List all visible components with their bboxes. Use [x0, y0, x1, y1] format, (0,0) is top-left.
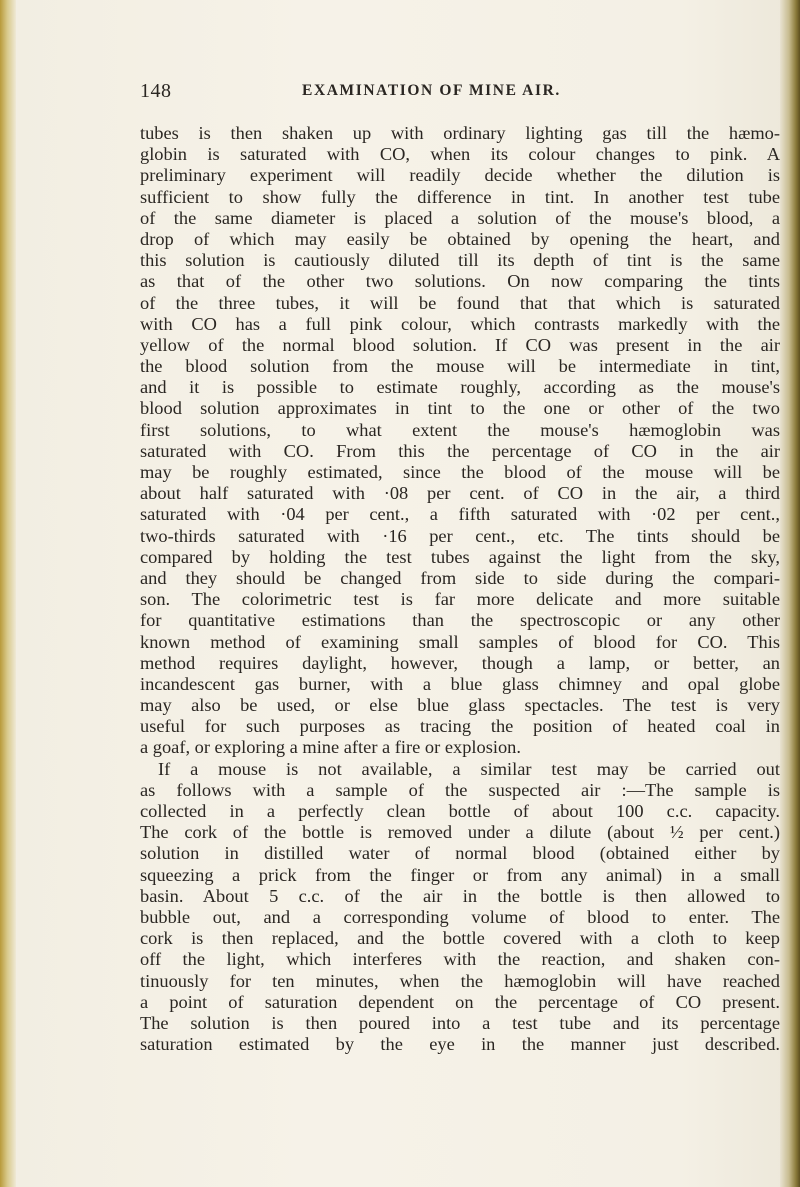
text-line: as follows with a sample of the suspected air :—The sample is	[140, 779, 780, 800]
text-line: method requires daylight, however, though a lamp, or better, an	[140, 652, 780, 673]
text-line: useful for such purposes as tracing the position of heated coal in	[140, 716, 780, 737]
text-line: the blood solution from the mouse will be intermediate in tint,	[140, 356, 780, 377]
running-title: EXAMINATION OF MINE AIR.	[302, 82, 561, 99]
text-line: as that of the other two solutions. On now comparing the tints	[140, 271, 780, 292]
text-line: saturated with ·04 per cent., a fifth saturated with ·02 per cent.,	[140, 504, 780, 525]
text-line: may be roughly estimated, since the blood of the mouse will be	[140, 462, 780, 482]
text-line: compared by holding the test tubes against the light from the sky,	[140, 546, 780, 567]
text-line: saturation estimated by the eye in the manner just described.	[140, 1034, 780, 1055]
text-line: saturated with CO. From this the percentage of CO in the air	[140, 440, 780, 461]
text-line: son. The colorimetric test is far more delicate and more suitable	[140, 589, 780, 610]
text-line: basin. About 5 c.c. of the air in the bottle is then allowed to	[140, 885, 780, 906]
text-line: this solution is cautiously diluted till its depth of tint is the same	[140, 250, 780, 271]
page-fore-edge	[780, 0, 800, 1187]
text-line: tubes is then shaken up with ordinary lighting gas till the hæmo-	[140, 123, 780, 143]
page-header	[140, 80, 780, 104]
text-line: sufficient to show fully the difference in tint. In another test tube	[140, 186, 780, 207]
page-number: 148	[140, 80, 172, 102]
text-line: globin is saturated with CO, when its colour changes to pink. A	[140, 144, 780, 165]
text-line: off the light, which interferes with the reaction, and shaken con-	[140, 949, 780, 970]
text-line: yellow of the normal blood solution. If CO was present in the air	[140, 334, 780, 355]
page-binding-edge	[0, 0, 16, 1187]
text-line: with CO has a full pink colour, which contrasts markedly with the	[140, 313, 780, 334]
text-line: bubble out, and a corresponding volume of blood to enter. The	[140, 906, 780, 927]
text-line: solution in distilled water of normal blood (obtained either by	[140, 843, 780, 864]
text-line: for quantitative estimations than the spectroscopic or any other	[140, 610, 780, 631]
text-line: The solution is then poured into a test tube and its percentage	[140, 1012, 780, 1033]
text-line: two-thirds saturated with ·16 per cent., etc. The tints should be	[140, 525, 780, 546]
text-line: of the same diameter is placed a solution of the mouse's blood, a	[140, 207, 780, 228]
text-line: tinuously for ten minutes, when the hæmoglobin will have reached	[140, 970, 780, 991]
text-line: If a mouse is not available, a similar test may be carried out	[158, 758, 780, 779]
text-line: and it is possible to estimate roughly, according as the mouse's	[140, 377, 780, 398]
text-line: a goaf, or exploring a mine after a fire or explosion.	[140, 737, 521, 758]
text-line: blood solution approximates in tint to the one or other of the two	[140, 398, 780, 419]
text-line: The cork of the bottle is removed under a dilute (about ½ per cent.)	[140, 822, 780, 843]
text-line: drop of which may easily be obtained by opening the heart, and	[140, 228, 780, 249]
text-line: collected in a perfectly clean bottle of about 100 c.c. capacity.	[140, 801, 780, 821]
text-line: first solutions, to what extent the mouse's hæmoglobin was	[140, 419, 780, 440]
text-line: about half saturated with ·08 per cent. of CO in the air, a third	[140, 483, 780, 504]
text-line: may also be used, or else blue glass spectacles. The test is very	[140, 695, 780, 716]
text-line: incandescent gas burner, with a blue glass chimney and opal globe	[140, 673, 780, 694]
body-text	[140, 123, 780, 1055]
text-line: preliminary experiment will readily decide whether the dilution is	[140, 165, 780, 186]
text-line: and they should be changed from side to side during the compari-	[140, 567, 780, 588]
text-line: of the three tubes, it will be found that that which is saturated	[140, 292, 780, 313]
text-line: squeezing a prick from the finger or from any animal) in a small	[140, 864, 780, 885]
text-line: cork is then replaced, and the bottle covered with a cloth to keep	[140, 928, 780, 949]
text-line: a point of saturation dependent on the percentage of CO present.	[140, 991, 780, 1012]
text-line: known method of examining small samples of blood for CO. This	[140, 631, 780, 652]
